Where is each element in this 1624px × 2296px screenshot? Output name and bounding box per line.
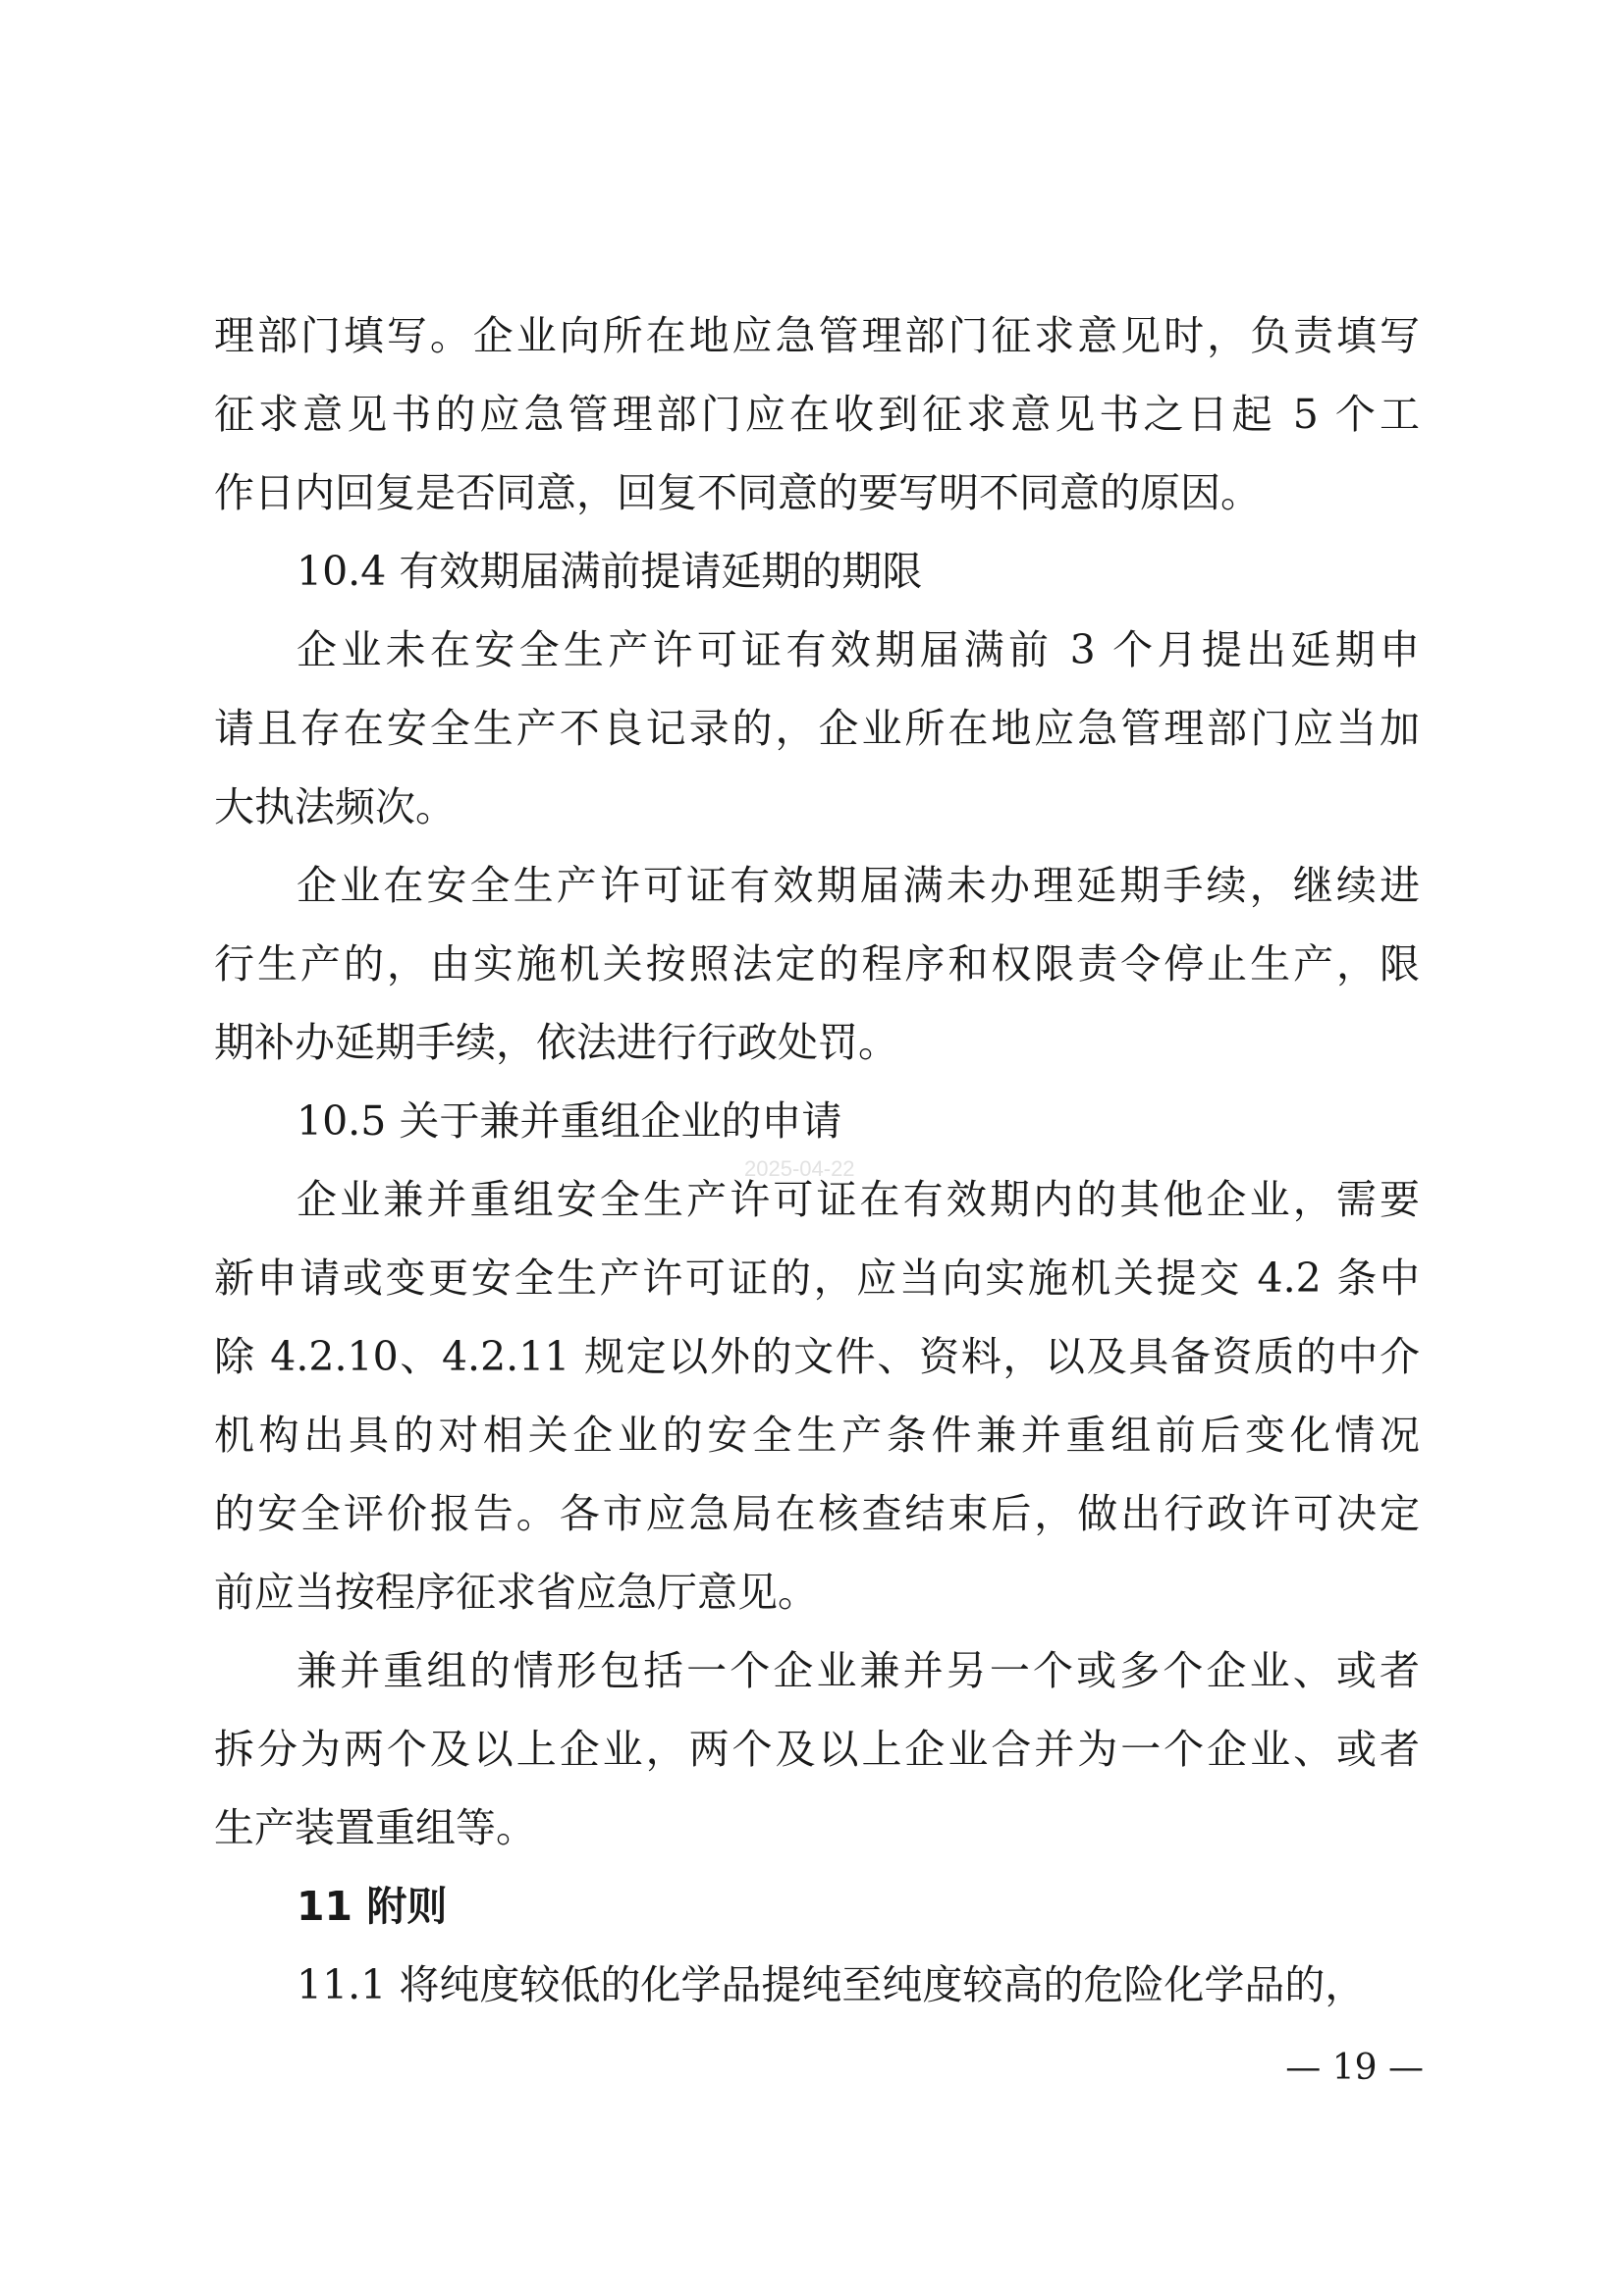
page-number: — 19 — [1285,2048,1424,2088]
body-line: 请且存在安全生产不良记录的，企业所在地应急管理部门应当加 [214,705,1420,752]
body-line: 拆分为两个及以上企业，两个及以上企业合并为一个企业、或者 [214,1726,1420,1773]
body-line: 行生产的，由实施机关按照法定的程序和权限责令停止生产，限 [214,940,1420,988]
body-line: 大执法频次。 [214,783,456,830]
body-line: 期补办延期手续，依法进行行政处罚。 [214,1019,898,1066]
body-line: 的安全评价报告。各市应急局在核查结束后，做出行政许可决定 [214,1490,1420,1537]
watermark-date: 2025-04-22 [744,1156,855,1181]
section-heading-11-1: 11.1 将纯度较低的化学品提纯至纯度较高的危险化学品的， [297,1961,1366,2008]
body-line: 除 4.2.10、4.2.11 规定以外的文件、资料，以及具备资质的中介 [214,1333,1420,1380]
body-line: 机构出具的对相关企业的安全生产条件兼并重组前后变化情况 [214,1412,1420,1459]
section-heading-11: 11 附则 [297,1883,448,1930]
body-line: 企业兼并重组安全生产许可证在有效期内的其他企业，需要 [297,1176,1420,1223]
section-heading-10-5: 10.5 关于兼并重组企业的申请 [297,1097,842,1145]
body-line: 生产装置重组等。 [214,1804,536,1851]
body-line: 新申请或变更安全生产许可证的，应当向实施机关提交 4.2 条中 [214,1255,1420,1302]
body-line: 企业未在安全生产许可证有效期届满前 3 个月提出延期申 [297,626,1420,673]
section-heading-10-4: 10.4 有效期届满前提请延期的期限 [297,548,923,595]
body-line: 理部门填写。企业向所在地应急管理部门征求意见时，负责填写 [214,312,1420,359]
body-line: 征求意见书的应急管理部门应在收到征求意见书之日起 5 个工 [214,391,1420,438]
body-line: 前应当按程序征求省应急厅意见。 [214,1569,818,1616]
body-line: 作日内回复是否同意，回复不同意的要写明不同意的原因。 [214,469,1261,516]
body-line: 企业在安全生产许可证有效期届满未办理延期手续，继续进 [297,862,1420,909]
body-line: 兼并重组的情形包括一个企业兼并另一个或多个企业、或者 [297,1647,1420,1694]
